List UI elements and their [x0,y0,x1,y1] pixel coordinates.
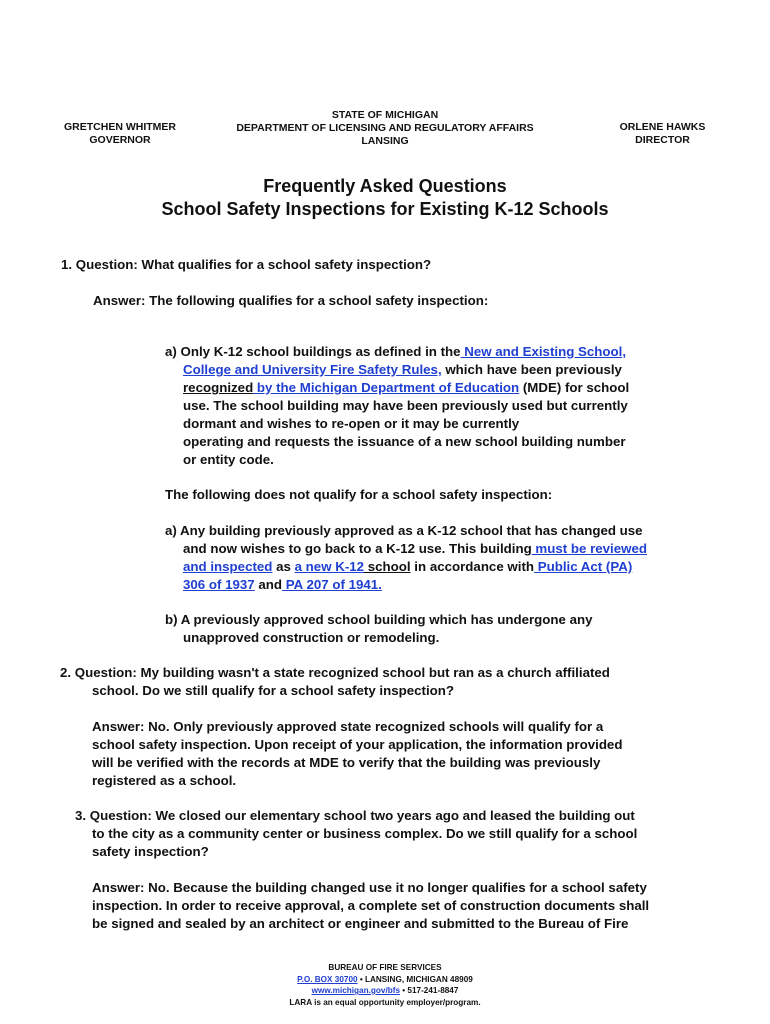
q2-answer-line3: will be verified with the records at MDE to verify that the building was previously [92,755,601,770]
q1-item-a-line1: a) Only K-12 school buildings as defined in the New and Existing School, [165,344,627,359]
q1-item-a-line7: or entity code. [183,452,274,467]
q1-question: 1. Question: What qualifies for a school safety inspection? [61,257,432,272]
q3-answer-line2: inspection. In order to receive approval, a complete set of construction documents shall [92,898,650,913]
footer-eeo: LARA is an equal opportunity employer/program. [289,997,481,1007]
q2-answer-line4: registered as a school. [92,773,237,788]
fire-safety-rules-link[interactable]: New and Existing School, [460,344,627,359]
q1-item-na-line4: 306 of 1937 and PA 207 of 1941. [183,577,382,592]
q1-item-a-line2: College and University Fire Safety Rules, which have been previously [183,362,622,377]
q2-answer-line1: Answer: No. Only previously approved state recognized schools will qualify for a [92,719,604,734]
public-act-link[interactable]: Public Act (PA) [534,559,633,574]
department-name: DEPARTMENT OF LICENSING AND REGULATORY AFFAIRS [236,122,534,134]
governor-block [50,121,190,147]
q3-answer-line1: Answer: No. Because the building changed use it no longer qualifies for a school safety [92,880,647,895]
q2-answer-line2: school safety inspection. Upon receipt of your application, the information provided [92,737,623,752]
pa-207-link[interactable]: PA 207 of 1941. [282,577,382,592]
q3-answer-line3: be signed and sealed by an architect or engineer and submitted to the Bureau of Fire [92,916,629,931]
q1-answer-intro: Answer: The following qualifies for a school safety inspection: [93,293,489,308]
mde-link[interactable]: by the Michigan Department of Education [253,380,520,395]
governor-title: GOVERNOR [89,134,151,146]
new-k12-link[interactable]: a new K-12 [294,559,365,574]
page-footer [185,962,585,1008]
q3-question-line3: safety inspection? [92,844,209,859]
footer-contact: www.michigan.gov/bfs • 517-241-8847 [311,986,459,995]
q1-item-a-line4: use. The school building may have been previously used but currently [183,398,628,413]
q1-item-a-line5: dormant and wishes to re-open or it may be currently [183,416,520,431]
q1-item-na-line2: and now wishes to go back to a K-12 use. This building must be reviewed [183,541,648,556]
q1-item-nb-line2: unapproved construction or remodeling. [183,630,440,645]
director-title: DIRECTOR [635,134,690,146]
q2-question-line2: school. Do we still qualify for a school safety inspection? [92,683,455,698]
must-be-reviewed-link[interactable]: must be reviewed [531,541,648,556]
po-box-link[interactable]: P.O. BOX 30700 [297,974,358,984]
governor-name: GRETCHEN WHITMER [64,121,176,133]
q3-question-line1: 3. Question: We closed our elementary school two years ago and leased the building out [75,808,635,823]
q1-item-na-line1: a) Any building previously approved as a K-12 school that has changed use [165,523,643,538]
footer-address: P.O. BOX 30700 • LANSING, MICHIGAN 48909 [297,974,473,984]
and-inspected-link[interactable]: and inspected [183,559,273,574]
department-city: LANSING [361,135,409,147]
pa-306-link[interactable]: 306 of 1937 [183,577,255,592]
website-link[interactable]: www.michigan.gov/bfs [311,986,400,995]
fire-safety-rules-link-cont[interactable]: College and University Fire Safety Rules, [183,362,442,377]
page-subtitle: School Safety Inspections for Existing K-12 Schools [161,199,609,219]
director-name: ORLENE HAWKS [619,121,706,133]
q1-item-nb-line1: b) A previously approved school building which has undergone any [165,612,593,627]
q1-item-na-line3: and inspected as a new K-12 school in accordance with Public Act (PA) [183,559,633,574]
q1-item-a-line3: recognized by the Michigan Department of Education (MDE) for school [183,380,630,395]
q1-not-qualify-intro: The following does not qualify for a school safety inspection: [165,487,553,502]
q3-question-line2: to the city as a community center or business complex. Do we still qualify for a school [92,826,638,841]
department-block [205,109,565,148]
state-name: STATE OF MICHIGAN [331,109,439,121]
q1-item-a-line6: operating and requests the issuance of a new school building number [183,434,626,449]
page-title: Frequently Asked Questions [263,176,507,196]
footer-bureau: BUREAU OF FIRE SERVICES [328,963,442,972]
director-block [585,121,740,147]
q2-question-line1: 2. Question: My building wasn't a state recognized school but ran as a church affiliated [60,665,610,680]
